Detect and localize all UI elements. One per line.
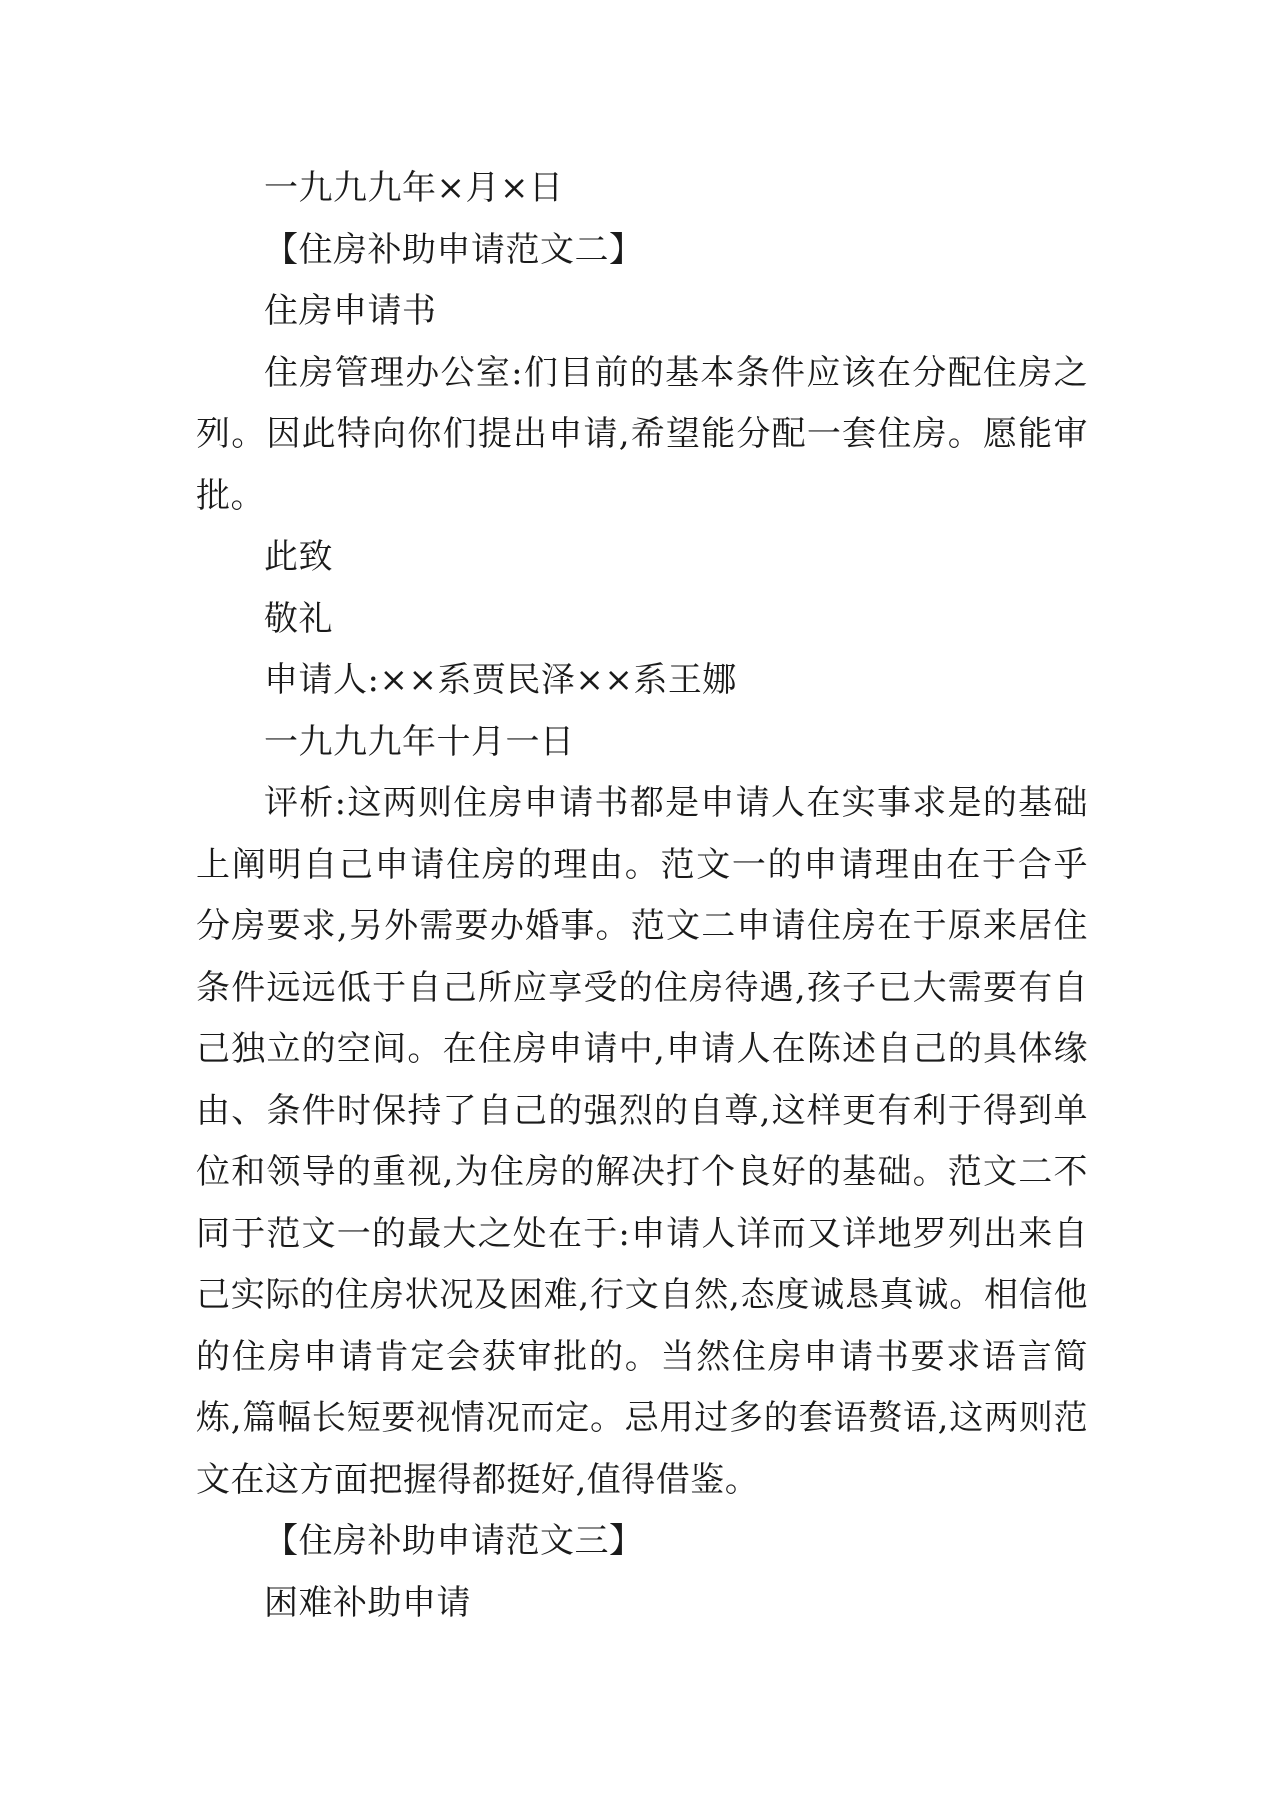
closing-regards: 敬礼 [264, 598, 333, 639]
closing-salutation: 此致 [264, 537, 333, 577]
section-heading-sample-3: 【住房补助申请范文三】 [264, 1521, 644, 1561]
letter-body: 住房管理办公室:们目前的基本条件应该在分配住房之列。因此特向你们提出申请,希望能分配一套住房。愿能审批。 [196, 352, 1088, 516]
date-line-2: 一九九九年十月一日 [264, 721, 575, 762]
document-body [196, 158, 1088, 1634]
section-heading-sample-2: 【住房补助申请范文二】 [264, 229, 644, 270]
letter-title: 住房申请书 [264, 291, 437, 331]
date-line-1: 一九九九年×月×日 [264, 168, 564, 208]
applicant-line: 申请人:××系贾民泽××系王娜 [264, 660, 737, 700]
hardship-title: 困难补助申请 [264, 1582, 471, 1623]
commentary-paragraph: 评析:这两则住房申请书都是申请人在实事求是的基础上阐明自己申请住房的理由。范文一的申请理由在于合乎分房要求,另外需要办婚事。范文二申请住房在于原来居住条件远远低于自己所应享受的住房待遇,孩子已大需要有自己独立的空间。在住房申请中,申请人在陈述自己的具体缘由、条件时保持了自己的强烈的自尊,这样更有利于得到单位和领导的重视,为住房的解决打个良好的基础。范文二不同于范文一的最大之处在于:申请人详而又详地罗列出来自己实际的住房状况及困难,行文自然,态度诚恳真诚。相信他的住房申请肯定会获审批的。当然住房申请书要求语言简炼,篇幅长短要视情况而定。忌用过多的套语赘语,这两则范文在这方面把握得都挺好,值得借鉴。 [196, 783, 1088, 1500]
